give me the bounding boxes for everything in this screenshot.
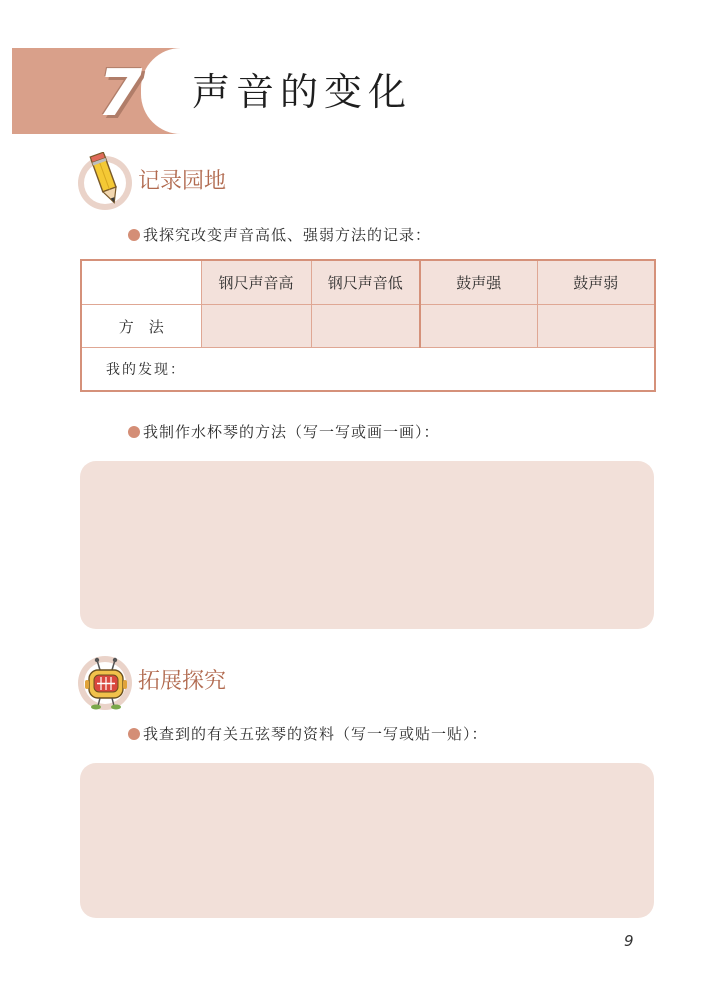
cup-instrument-prompt [128,420,440,444]
robot-icon [81,656,131,712]
chapter-number: 7 [97,57,143,131]
cup-instrument-prompt-text: 我制作水杯琴的方法（写一写或画一画）： [143,423,440,441]
column-header: 鼓声强 [420,260,537,305]
row-label: 方 法 [81,305,201,348]
column-header: 鼓声弱 [537,260,655,305]
section-extend-title: 拓展探究 [138,669,227,694]
cup-instrument-answer-box[interactable] [80,461,654,629]
record-prompt-text: 我探究改变声音高低、强弱方法的记录： [143,226,432,244]
section-record-title: 记录园地 [138,169,227,194]
table-header-row [81,260,655,305]
pentachord-prompt-text: 我查到的有关五弦琴的资料（写一写或贴一贴）： [143,725,488,743]
bullet-dot-icon [128,728,140,740]
finding-cell[interactable]: 我的发现： [81,348,655,392]
chapter-title: 声音的变化 [192,70,413,114]
bullet-dot-icon [128,426,140,438]
page-number: 9 [624,932,634,950]
pencil-icon [86,152,126,208]
answer-cell[interactable] [420,305,537,348]
record-prompt [128,223,431,247]
table-corner-cell [81,260,201,305]
pentachord-prompt [128,722,488,746]
section-record-header [78,156,278,216]
answer-cell[interactable] [311,305,420,348]
column-header: 钢尺声音低 [311,260,420,305]
answer-cell[interactable] [537,305,655,348]
bullet-dot-icon [128,229,140,241]
table-finding-row [81,348,655,392]
table-method-row [81,305,655,348]
column-header: 钢尺声音高 [201,260,311,305]
pentachord-answer-box[interactable] [80,763,654,918]
record-table [80,259,656,392]
section-extend-header [78,656,278,716]
answer-cell[interactable] [201,305,311,348]
